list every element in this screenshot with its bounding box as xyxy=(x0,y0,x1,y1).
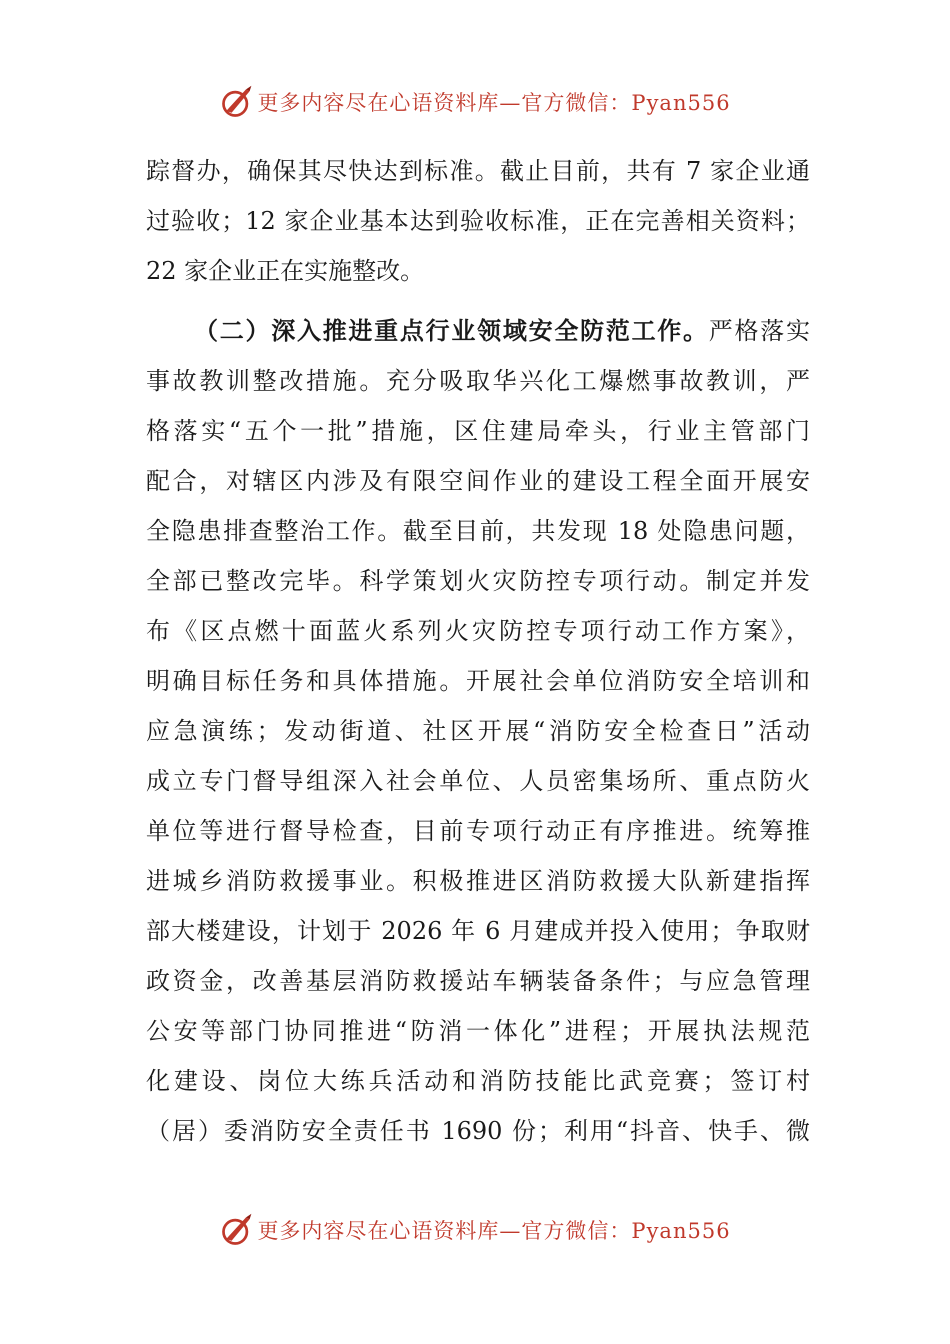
text-line: 单位等进行督导检查，目前专项行动正有序推进。统筹推 xyxy=(146,817,810,845)
text-line: 全部已整改完毕。科学策划火灾防控专项行动。制定并发 xyxy=(146,567,810,595)
footer-banner xyxy=(0,1210,950,1250)
text-line: 成立专门督导组深入社会单位、人员密集场所、重点防火 xyxy=(146,767,810,795)
text-line: 布《区点燃十面蓝火系列火灾防控专项行动工作方案》， xyxy=(146,617,810,645)
banner-text: 更多内容尽在心语资料库—官方微信：Pyan556 xyxy=(257,1219,731,1243)
text-fragment: 严格落实 xyxy=(708,317,810,345)
text-line: （居）委消防安全责任书 1690 份；利用“抖音、快手、微 xyxy=(146,1117,810,1145)
section-heading-line xyxy=(146,306,810,356)
header-banner xyxy=(0,82,950,122)
text-line: 踪督办，确保其尽快达到标准。截止目前，共有 7 家企业通 xyxy=(146,157,810,185)
text-line: 应急演练；发动街道、社区开展“消防安全检查日”活动 xyxy=(146,717,810,745)
quill-pen-logo-icon xyxy=(219,1212,255,1248)
text-line: 进城乡消防救援事业。积极推进区消防救援大队新建指挥 xyxy=(146,867,810,895)
text-line: 政资金，改善基层消防救援站车辆装备条件；与应急管理 xyxy=(146,967,810,995)
document-body xyxy=(146,146,810,1156)
quill-pen-logo-icon xyxy=(219,84,255,120)
text-line: 全隐患排查整治工作。截至目前，共发现 18 处隐患问题， xyxy=(146,517,810,545)
banner-text: 更多内容尽在心语资料库—官方微信：Pyan556 xyxy=(257,91,731,115)
text-line: 配合，对辖区内涉及有限空间作业的建设工程全面开展安 xyxy=(146,467,810,495)
section-heading: （二）深入推进重点行业领域安全防范工作。 xyxy=(194,316,709,345)
text-line: 事故教训整改措施。充分吸取华兴化工爆燃事故教训，严 xyxy=(146,367,810,395)
text-line: 公安等部门协同推进“防消一体化”进程；开展执法规范 xyxy=(146,1017,810,1045)
text-line: 明确目标任务和具体措施。开展社会单位消防安全培训和 xyxy=(146,667,810,695)
text-line: 22 家企业正在实施整改。 xyxy=(146,257,425,285)
text-line: 化建设、岗位大练兵活动和消防技能比武竞赛；签订村 xyxy=(146,1067,810,1095)
text-line: 过验收；12 家企业基本达到验收标准，正在完善相关资料； xyxy=(146,207,810,235)
text-line: 部大楼建设，计划于 2026 年 6 月建成并投入使用；争取财 xyxy=(146,917,810,945)
text-line: 格落实“五个一批”措施，区住建局牵头，行业主管部门 xyxy=(146,417,810,445)
